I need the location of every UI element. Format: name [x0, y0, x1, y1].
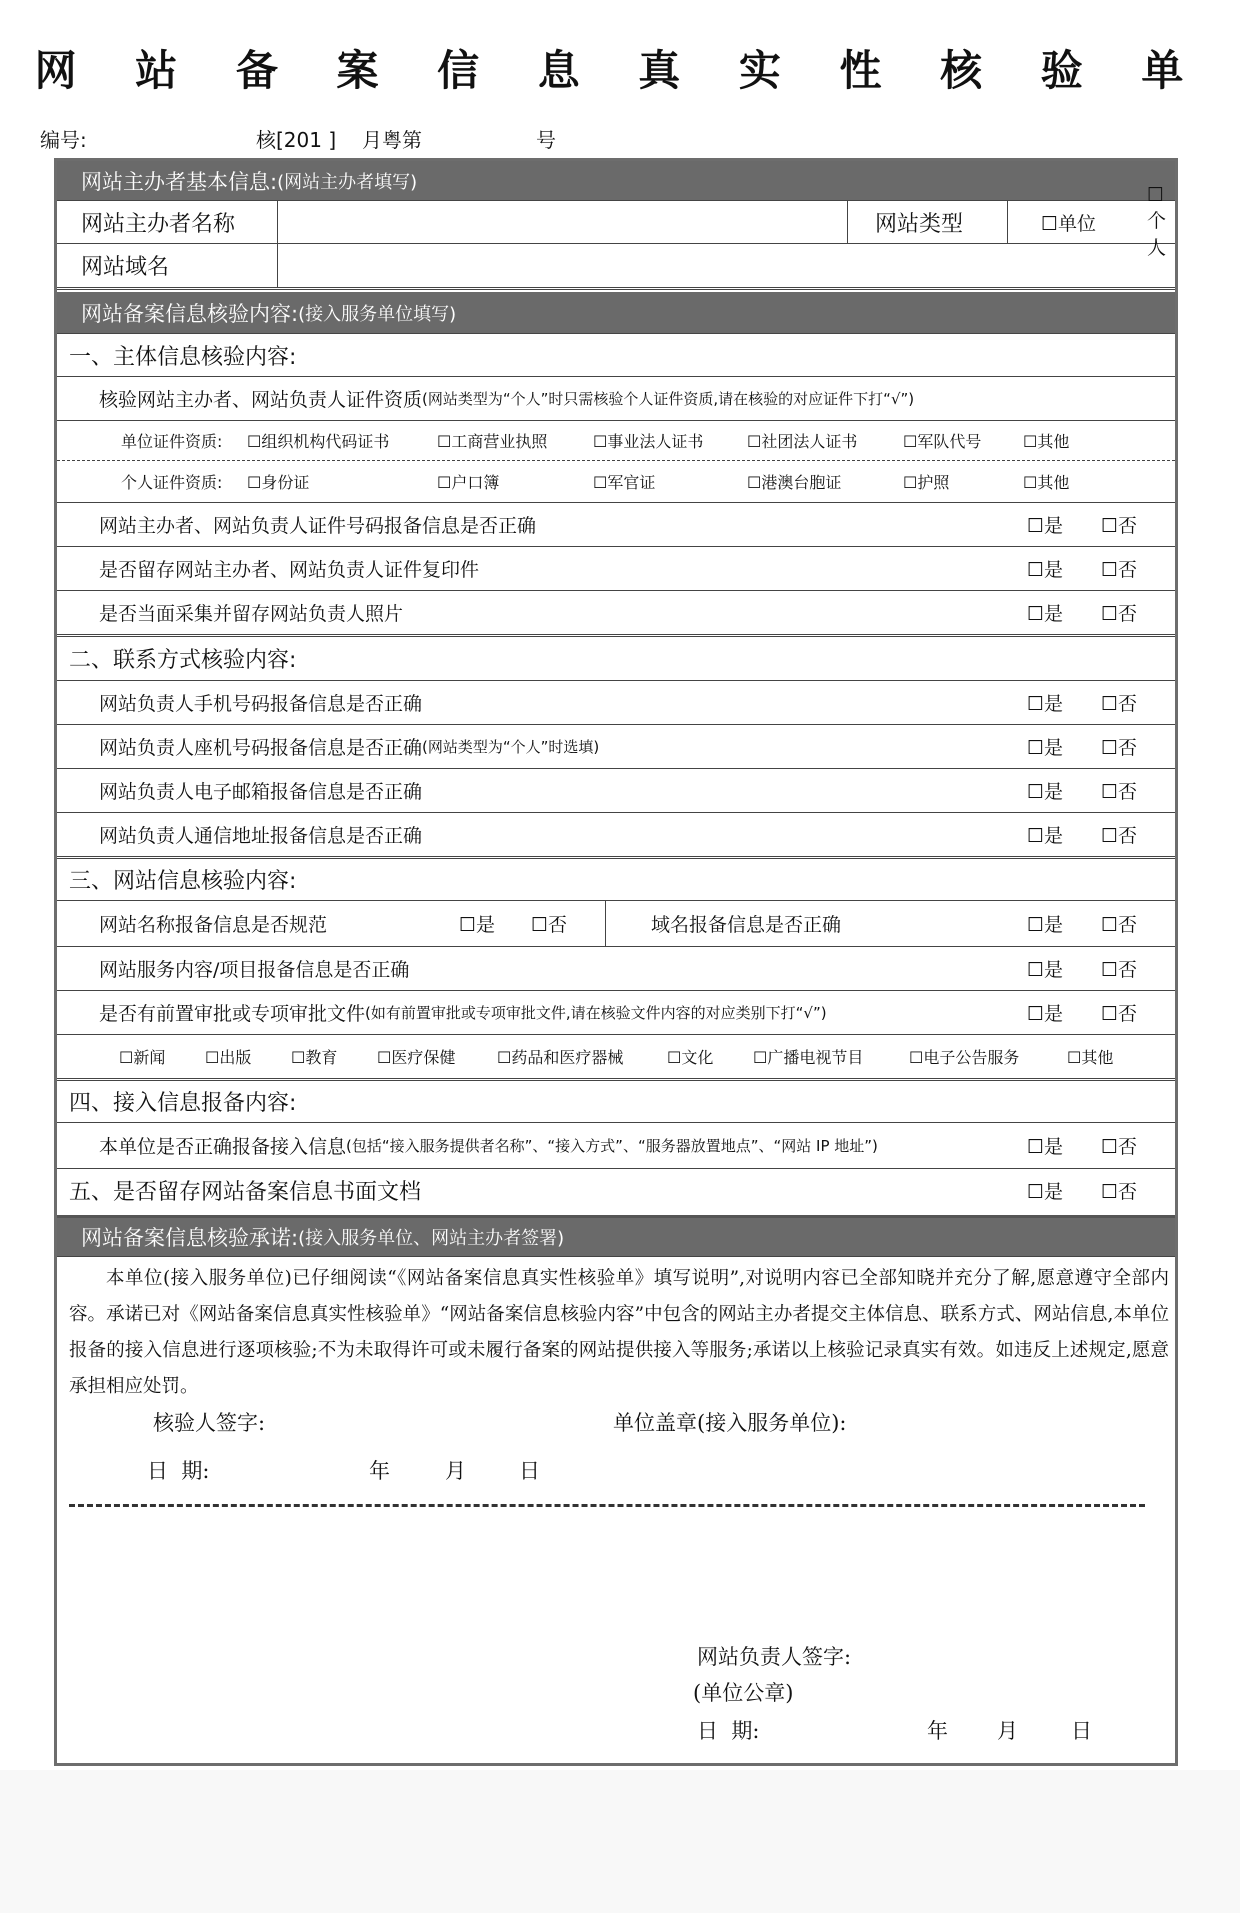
unit-cert-label: 单位证件资质:	[121, 432, 223, 451]
person-cert-checkbox[interactable]: ☐护照	[903, 473, 950, 492]
year-label: 年	[369, 1459, 390, 1483]
yes-checkbox[interactable]: ☐是	[1027, 959, 1064, 981]
owner-year-label: 年	[927, 1719, 948, 1743]
yes-checkbox[interactable]: ☐是	[1027, 1136, 1064, 1158]
subsection-entity: 一、主体信息核验内容:	[57, 334, 1175, 377]
question-row: 网站负责人座机号码报备信息是否正确 (网站类型为“个人”时选填) ☐是 ☐否	[57, 725, 1175, 769]
serial-code: 核[201 ]	[256, 128, 337, 152]
day-label: 日	[519, 1459, 540, 1483]
domain-check-label: 域名报备信息是否正确	[651, 914, 842, 936]
unit-cert-checkbox[interactable]: ☐军队代号	[903, 432, 982, 451]
yes-checkbox[interactable]: ☐是	[1027, 825, 1064, 847]
approval-row	[57, 1035, 1175, 1081]
yes-checkbox[interactable]: ☐是	[1027, 1003, 1064, 1025]
no-checkbox[interactable]: ☐否	[1101, 559, 1138, 581]
yes-checkbox[interactable]: ☐是	[1027, 781, 1064, 803]
site-type-label: 网站类型	[875, 211, 964, 237]
person-cert-checkbox[interactable]: ☐其他	[1023, 473, 1070, 492]
yes-checkbox[interactable]: ☐是	[1027, 515, 1064, 537]
no-checkbox[interactable]: ☐否	[1101, 959, 1138, 981]
row-domain	[57, 244, 1175, 290]
section-commit-header: 网站备案信息核验承诺: (接入服务单位、网站主办者签署)	[57, 1215, 1175, 1257]
unit-cert-checkbox[interactable]: ☐事业法人证书	[593, 432, 704, 451]
subsection-site: 三、网站信息核验内容:	[57, 859, 1175, 901]
unit-cert-checkbox[interactable]: ☐组织机构代码证书	[247, 432, 390, 451]
approval-checkbox[interactable]: ☐教育	[291, 1048, 338, 1067]
site-type-unit-checkbox[interactable]: ☐单位	[1041, 212, 1097, 235]
no-checkbox[interactable]: ☐否	[531, 914, 568, 936]
question-row: 是否有前置审批或专项审批文件 (如有前置审批或专项审批文件,请在核验文件内容的对应类别下打“√”) ☐是 ☐否	[57, 991, 1175, 1035]
yes-checkbox[interactable]: ☐是	[1027, 914, 1064, 936]
no-checkbox[interactable]: ☐否	[1101, 914, 1138, 936]
owner-day-label: 日	[1071, 1719, 1092, 1743]
owner-date-label: 日 期:	[697, 1719, 760, 1743]
yes-checkbox[interactable]: ☐是	[1027, 559, 1064, 581]
unit-cert-checkbox[interactable]: ☐工商营业执照	[437, 432, 548, 451]
question-row: 网站名称报备信息是否规范 ☐是 ☐否 域名报备信息是否正确 ☐是 ☐否	[57, 901, 1175, 947]
page-title: 网 站 备 案 信 息 真 实 性 核 验 单	[34, 46, 1206, 95]
no-checkbox[interactable]: ☐否	[1101, 1136, 1138, 1158]
section-basic-header: 网站主办者基本信息: (网站主办者填写)	[57, 161, 1175, 201]
approval-checkbox[interactable]: ☐文化	[667, 1048, 714, 1067]
approval-checkbox[interactable]: ☐新闻	[119, 1048, 166, 1067]
approval-checkbox[interactable]: ☐医疗保健	[377, 1048, 456, 1067]
question-row: 网站服务内容/项目报备信息是否正确 ☐是 ☐否	[57, 947, 1175, 991]
verifier-sign-label: 核验人签字:	[153, 1411, 266, 1435]
verification-form	[54, 158, 1178, 1766]
no-checkbox[interactable]: ☐否	[1101, 515, 1138, 537]
question-row: 网站负责人手机号码报备信息是否正确 ☐是 ☐否	[57, 681, 1175, 725]
approval-checkbox[interactable]: ☐出版	[205, 1048, 252, 1067]
commitment-paragraph: 本单位(接入服务单位)已仔细阅读“《网站备案信息真实性核验单》填写说明”,对说明内容已全部知晓并充分了解,愿意遵守全部内容。承诺已对《网站备案信息真实性核验单》“网站备案信息核验内容”中包含的网站主办者提交主体信息、联系方式、网站信息,本单位报备的接入信息进行逐项核验;不为未取得许可或未履行备案的网站提供接入等服务;承诺以上核验记录真实有效。如违反上述规定,愿意承担相应处罚。	[69, 1268, 1169, 1397]
unit-seal-label: 单位盖章(接入服务单位):	[613, 1411, 847, 1435]
no-checkbox[interactable]: ☐否	[1101, 1180, 1138, 1203]
date-label: 日 期:	[147, 1459, 210, 1483]
yes-checkbox[interactable]: ☐是	[1027, 603, 1064, 625]
person-cert-checkbox[interactable]: ☐身份证	[247, 473, 310, 492]
approval-checkbox[interactable]: ☐电子公告服务	[909, 1048, 1020, 1067]
subsection-contact: 二、联系方式核验内容:	[57, 637, 1175, 681]
owner-name-label: 网站主办者名称	[81, 211, 236, 237]
no-checkbox[interactable]: ☐否	[1101, 693, 1138, 715]
person-cert-label: 个人证件资质:	[121, 473, 223, 492]
no-checkbox[interactable]: ☐否	[1101, 825, 1138, 847]
person-cert-row	[57, 461, 1175, 503]
approval-checkbox[interactable]: ☐其他	[1067, 1048, 1114, 1067]
owner-month-label: 月	[997, 1719, 1018, 1743]
domain-input[interactable]	[279, 244, 1169, 287]
row-owner-name	[57, 201, 1175, 259]
question-row: 本单位是否正确报备接入信息 (包括“接入服务提供者名称”、“接入方式”、“服务器放置地点”、“网站 IP 地址”) ☐是 ☐否	[57, 1123, 1175, 1169]
no-checkbox[interactable]: ☐否	[1101, 737, 1138, 759]
question-row: 是否留存网站主办者、网站负责人证件复印件 ☐是 ☐否	[57, 547, 1175, 591]
no-checkbox[interactable]: ☐否	[1101, 1003, 1138, 1025]
no-checkbox[interactable]: ☐否	[1101, 603, 1138, 625]
question-row: 网站负责人电子邮箱报备信息是否正确 ☐是 ☐否	[57, 769, 1175, 813]
serial-label: 编号:	[40, 128, 87, 152]
yes-checkbox[interactable]: ☐是	[459, 914, 496, 936]
owner-name-input[interactable]	[279, 201, 847, 243]
month-label: 月	[445, 1459, 466, 1483]
unit-cert-row	[57, 421, 1175, 461]
question-row: 是否当面采集并留存网站负责人照片 ☐是 ☐否	[57, 591, 1175, 637]
question-row: 网站主办者、网站负责人证件号码报备信息是否正确 ☐是 ☐否	[57, 503, 1175, 547]
approval-checkbox[interactable]: ☐药品和医疗器械	[497, 1048, 624, 1067]
question-row: 网站负责人通信地址报备信息是否正确 ☐是 ☐否	[57, 813, 1175, 859]
domain-label: 网站域名	[81, 255, 170, 280]
unit-cert-checkbox[interactable]: ☐其他	[1023, 432, 1070, 451]
serial-num: 号	[536, 128, 556, 152]
site-type-person-checkbox[interactable]: 个人	[1147, 210, 1167, 259]
divider	[69, 1504, 1145, 1507]
subsection-archive: 五、是否留存网站备案信息书面文档 ☐是 ☐否	[57, 1169, 1175, 1211]
no-checkbox[interactable]: ☐否	[1101, 781, 1138, 803]
person-cert-checkbox[interactable]: ☐港澳台胞证	[747, 473, 842, 492]
yes-checkbox[interactable]: ☐是	[1027, 1180, 1064, 1203]
yes-checkbox[interactable]: ☐是	[1027, 693, 1064, 715]
owner-sign-label: 网站负责人签字:	[697, 1645, 852, 1669]
subsection-access: 四、接入信息报备内容:	[57, 1081, 1175, 1123]
person-cert-checkbox[interactable]: ☐户口簿	[437, 473, 500, 492]
section-verify-header: 网站备案信息核验内容: (接入服务单位填写)	[57, 292, 1175, 334]
yes-checkbox[interactable]: ☐是	[1027, 737, 1064, 759]
unit-cert-checkbox[interactable]: ☐社团法人证书	[747, 432, 858, 451]
cert-title-row: 核验网站主办者、网站负责人证件资质 (网站类型为“个人”时只需核验个人证件资质,请在核验的对应证件下打“√”)	[57, 377, 1175, 421]
approval-checkbox[interactable]: ☐广播电视节目	[753, 1048, 864, 1067]
serial-month: 月粤第	[362, 128, 422, 152]
owner-seal-label: (单位公章)	[693, 1681, 794, 1705]
person-cert-checkbox[interactable]: ☐军官证	[593, 473, 656, 492]
